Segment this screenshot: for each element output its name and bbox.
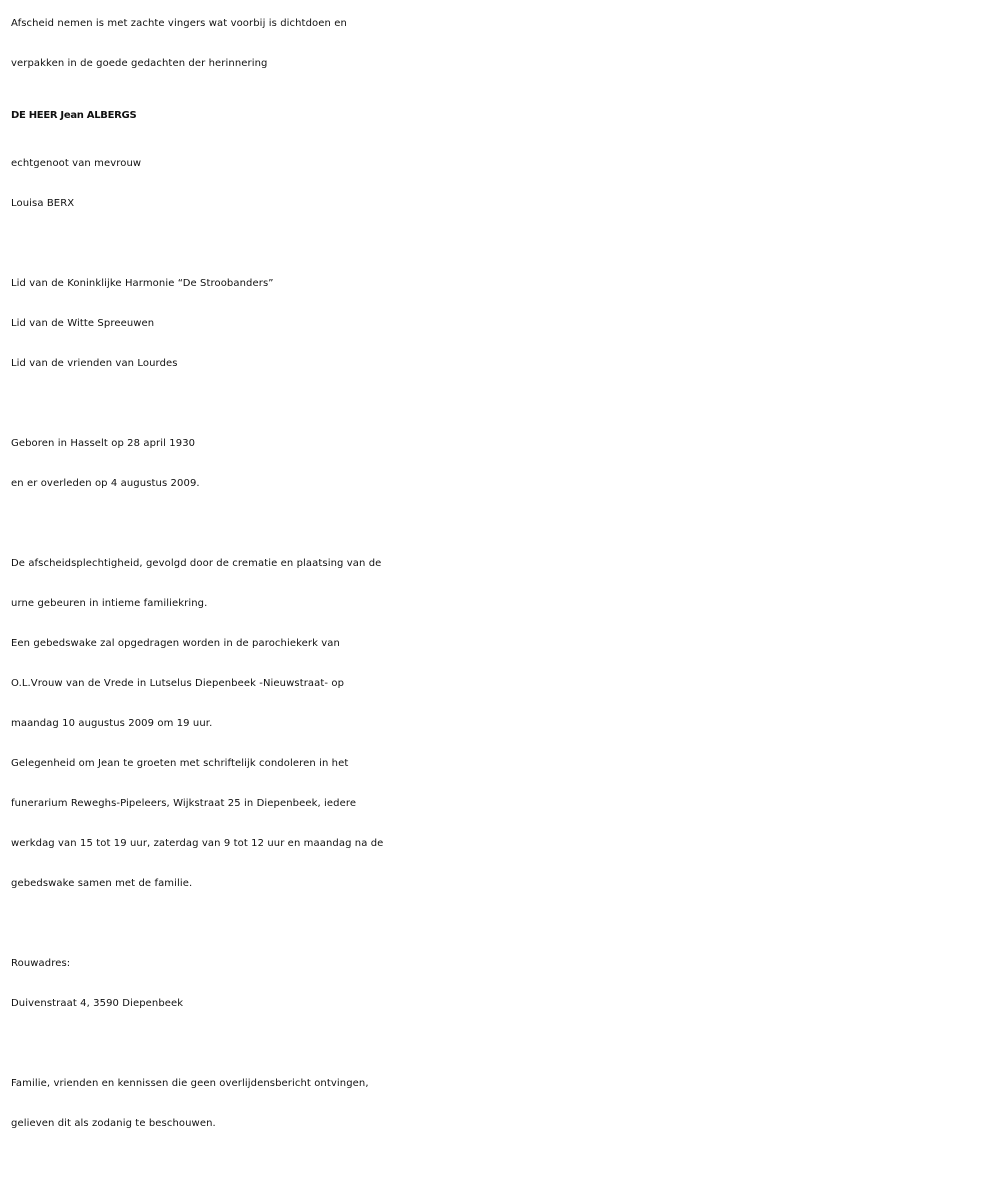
- ceremony-line: O.L.Vrouw van de Vrede in Lutselus Diepenbeek -Nieuwstraat- op: [11, 678, 345, 689]
- quote-line: verpakken in de goede gedachten der herinnering: [11, 58, 268, 69]
- address-label: Rouwadres:: [11, 958, 71, 969]
- membership-line: Lid van de Witte Spreeuwen: [11, 318, 155, 329]
- deceased-name: DE HEER Jean ALBERGS: [11, 110, 137, 121]
- death-line: en er overleden op 4 augustus 2009.: [11, 478, 200, 489]
- ceremony-line: De afscheidsplechtigheid, gevolgd door de crematie en plaatsing van de: [11, 558, 382, 569]
- membership-line: Lid van de Koninklijke Harmonie “De Stroobanders”: [11, 278, 274, 289]
- life-dates: [11, 424, 991, 504]
- ceremony-line: Een gebedswake zal opgedragen worden in de parochiekerk van: [11, 638, 340, 649]
- spouse-name: Louisa BERX: [11, 198, 75, 209]
- closing-note: [11, 1064, 991, 1144]
- spacer: [11, 504, 991, 544]
- ceremony-line: funerarium Reweghs-Pipeleers, Wijkstraat 25 in Diepenbeek, iedere: [11, 798, 357, 809]
- ceremony-line: maandag 10 augustus 2009 om 19 uur.: [11, 718, 213, 729]
- spacer: [11, 224, 991, 264]
- quote-line: Afscheid nemen is met zachte vingers wat voorbij is dichtdoen en: [11, 18, 347, 29]
- obituary-notice: [11, 4, 991, 1144]
- ceremony-line: urne gebeuren in intieme familiekring.: [11, 598, 208, 609]
- birth-line: Geboren in Hasselt op 28 april 1930: [11, 438, 196, 449]
- address-value: Duivenstraat 4, 3590 Diepenbeek: [11, 998, 184, 1009]
- ceremony-line: Gelegenheid om Jean te groeten met schriftelijk condoleren in het: [11, 758, 349, 769]
- closing-line: gelieven dit als zodanig te beschouwen.: [11, 1118, 216, 1129]
- spacer: [11, 904, 991, 944]
- ceremony-details: [11, 544, 991, 904]
- ceremony-line: gebedswake samen met de familie.: [11, 878, 193, 889]
- mourning-address: [11, 944, 991, 1024]
- closing-line: Familie, vrienden en kennissen die geen overlijdensbericht ontvingen,: [11, 1078, 369, 1089]
- membership-line: Lid van de vrienden van Lourdes: [11, 358, 178, 369]
- memberships: [11, 264, 991, 384]
- ceremony-line: werkdag van 15 tot 19 uur, zaterdag van 9 tot 12 uur en maandag na de: [11, 838, 384, 849]
- spouse-line: echtgenoot van mevrouw: [11, 158, 142, 169]
- spacer: [11, 384, 991, 424]
- opening-quote: [11, 4, 991, 84]
- spouse-block: [11, 144, 991, 224]
- spacer: [11, 1024, 991, 1064]
